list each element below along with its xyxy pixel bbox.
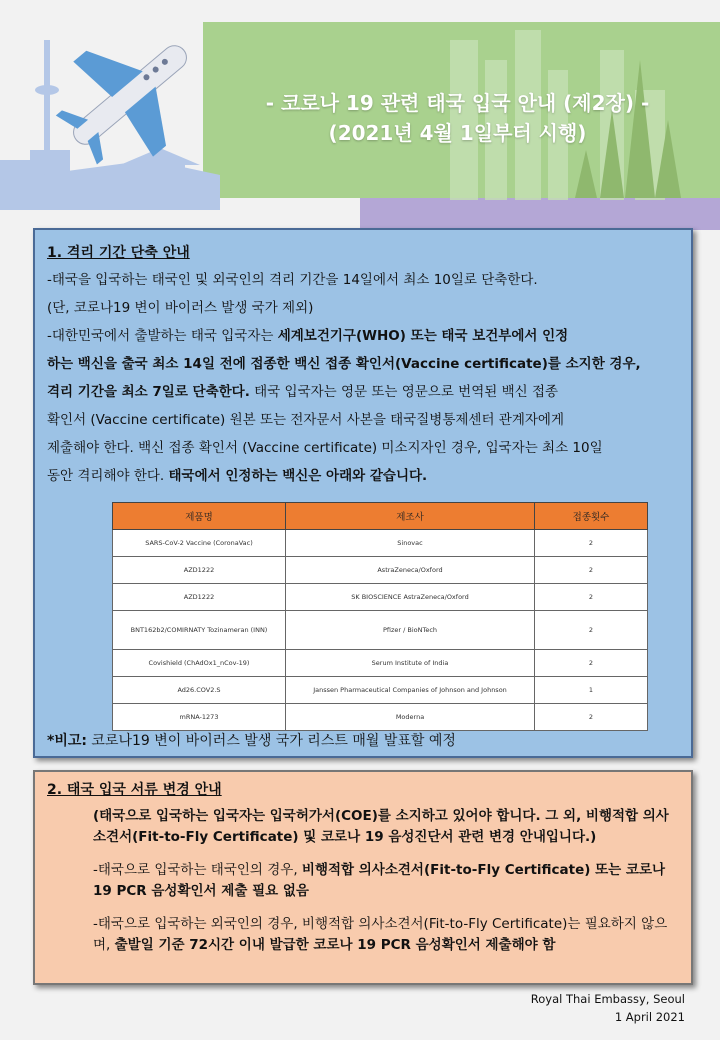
section1-line: -태국을 입국하는 태국인 및 외국인의 격리 기간을 14일에서 최소 10일로 단축한다.: [47, 272, 538, 288]
cell-doses: 2: [535, 611, 648, 650]
section1-line: 확인서 (Vaccine certificate) 원본 또는 전자문서 사본을 태국질병통제센터 관계자에게: [47, 412, 565, 428]
title-line-1: - 코로나 19 관련 태국 입국 안내 (제2장) -: [265, 91, 650, 115]
section2-paragraph: [93, 914, 679, 956]
cell-product: Covishield (ChAdOx1_nCov-19): [113, 650, 286, 677]
footer-org: Royal Thai Embassy, Seoul: [530, 992, 685, 1006]
table-header-row: [113, 503, 648, 530]
text-run: -대한민국에서 출발하는 태국 입국자는: [47, 328, 278, 344]
cell-product: mRNA-1273: [113, 704, 286, 731]
quarantine-section: [33, 228, 693, 758]
cell-doses: 1: [535, 677, 648, 704]
column-header-manufacturer: 제조사: [286, 503, 535, 530]
entry-documents-section: [33, 770, 693, 985]
text-run: 태국 입국자는 영문 또는 영문으로 번역된 백신 접종: [249, 384, 559, 400]
section1-line: (단, 코로나19 변이 바이러스 발생 국가 제외): [47, 300, 314, 316]
remark-note: [47, 730, 456, 750]
cell-manufacturer: Serum Institute of India: [286, 650, 535, 677]
cell-doses: 2: [535, 530, 648, 557]
cell-product: BNT162b2/COMIRNATY Tozinameran (INN): [113, 611, 286, 650]
cell-manufacturer: Janssen Pharmaceutical Companies of Johnson and Johnson: [286, 677, 535, 704]
cell-manufacturer: Pfizer / BioNTech: [286, 611, 535, 650]
remark-text: 코로나19 변이 바이러스 발생 국가 리스트 매월 발표할 예정: [86, 733, 456, 749]
table-row: [113, 611, 648, 650]
bold-run: 태국에서 인정하는 백신은 아래와 같습니다.: [168, 468, 428, 484]
table-row: [113, 557, 648, 584]
section2-heading: 2. 태국 입국 서류 변경 안내: [47, 782, 222, 798]
cell-product: AZD1222: [113, 557, 286, 584]
bold-run: (태국으로 입국하는 입국자는 입국허가서(COE)를 소지하고 있어야 합니다. 그 외, 비행적합 의사소견서(Fit-to-Fly Certificate) 및 코로나 19 음성진단서 관련 변경 안내입니다.): [93, 808, 669, 845]
cell-manufacturer: AstraZeneca/Oxford: [286, 557, 535, 584]
section2-paragraph: [93, 860, 679, 902]
table-row: [113, 677, 648, 704]
footer-date: 1 April 2021: [614, 1010, 685, 1024]
table-row: [113, 704, 648, 731]
cell-doses: 2: [535, 650, 648, 677]
title-line-2: (2021년 4월 1일부터 시행): [328, 121, 587, 145]
cell-manufacturer: Moderna: [286, 704, 535, 731]
section1-line: [47, 462, 679, 490]
cell-manufacturer: SK BIOSCIENCE AstraZeneca/Oxford: [286, 584, 535, 611]
cell-doses: 2: [535, 584, 648, 611]
column-header-doses: 접종횟수: [535, 503, 648, 530]
table-row: [113, 530, 648, 557]
text-run: 동안 격리해야 한다.: [47, 468, 169, 484]
cell-doses: 2: [535, 557, 648, 584]
bold-run: 출발일 기준 72시간 이내 발급한 코로나 19 PCR 음성확인서 제출해야 함: [114, 937, 556, 953]
text-run: -태국으로 입국하는 외국인의 경우, 비행적합 의사소견서(Fit-to-Fly Certificate)는 필요하지 않으며,: [93, 916, 668, 953]
bold-run: 하는 백신을 출국 최소 14일 전에 접종한 백신 접종 확인서(Vaccine certificate)를 소지한 경우,: [47, 356, 641, 372]
column-header-product: 제품명: [113, 503, 286, 530]
cell-doses: 2: [535, 704, 648, 731]
vaccine-table: [112, 502, 648, 731]
bold-run: 격리 기간을 최소 7일로 단축한다.: [47, 384, 250, 400]
table-row: [113, 650, 648, 677]
remark-label: *비고:: [47, 733, 87, 749]
section1-line: [47, 322, 679, 350]
bold-run: 세계보건기구(WHO) 또는 태국 보건부에서 인정: [277, 328, 569, 344]
table-row: [113, 584, 648, 611]
cell-product: SARS-CoV-2 Vaccine (CoronaVac): [113, 530, 286, 557]
section2-paragraph: [93, 806, 679, 848]
page-title: [205, 88, 710, 148]
cell-product: Ad26.COV2.S: [113, 677, 286, 704]
bold-run: 비행적합 의사소견서(Fit-to-Fly Certificate) 또는 코로나 19 PCR 음성확인서 제출 필요 없음: [93, 862, 666, 899]
section1-heading: 1. 격리 기간 단축 안내: [47, 245, 190, 261]
cell-product: AZD1222: [113, 584, 286, 611]
section1-line: [47, 350, 679, 378]
section1-line: 제출해야 한다. 백신 접종 확인서 (Vaccine certificate) 미소지자인 경우, 입국자는 최소 10일: [47, 440, 603, 456]
cell-manufacturer: Sinovac: [286, 530, 535, 557]
text-run: -태국으로 입국하는 태국인의 경우,: [93, 862, 302, 878]
footer: [531, 990, 685, 1026]
header-banner: [0, 0, 720, 230]
section1-line: [47, 378, 679, 406]
